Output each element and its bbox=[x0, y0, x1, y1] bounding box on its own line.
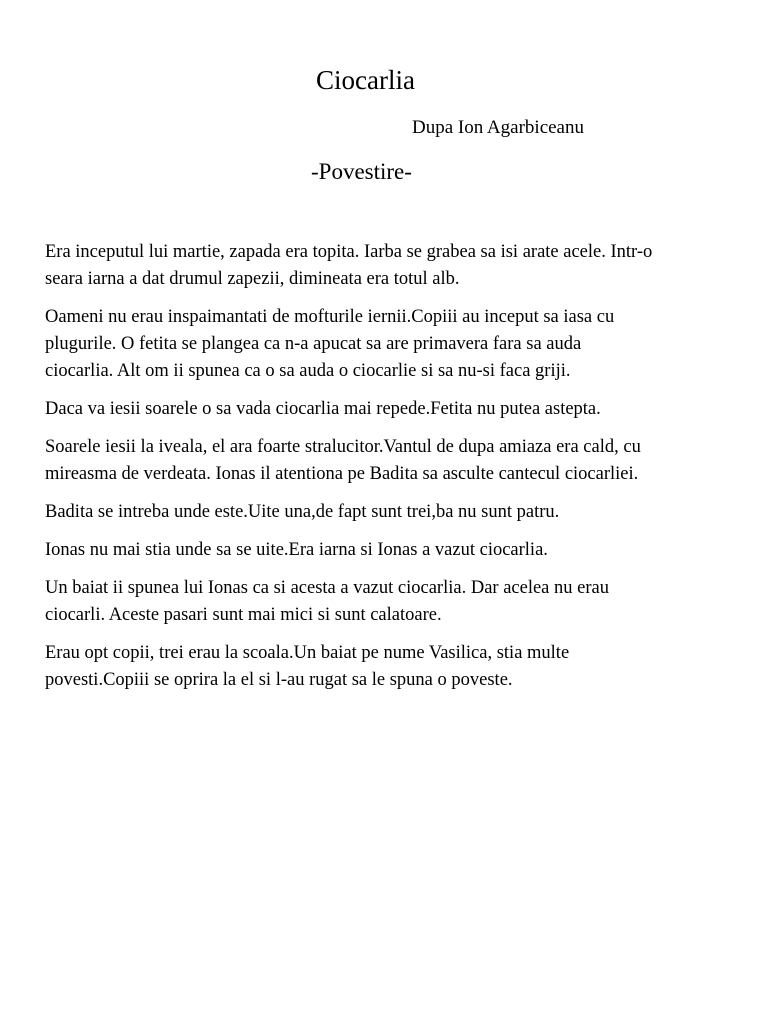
paragraph: Oameni nu erau inspaimantati de mofturile iernii.Copiii au inceput sa iasa cu plugurile. O fetita se plangea ca n-a apucat sa are primavera fara sa auda ciocarlia. Alt om ii spunea ca o sa auda o ciocarlie si sa nu-si faca griji. bbox=[45, 307, 615, 381]
paragraph: Soarele iesii la iveala, el ara foarte stralucitor.Vantul de dupa amiaza era cald, cu mireasma de verdeata. Ionas il atentiona pe Badita sa asculte cantecul ciocarliei. bbox=[45, 437, 641, 484]
paragraph: Erau opt copii, trei erau la scoala.Un baiat pe nume Vasilica, stia multe povesti.Copiii se oprira la el si l-au rugat sa le spuna o poveste. bbox=[45, 643, 570, 690]
paragraph: Daca va iesii soarele o sa vada ciocarlia mai repede.Fetita nu putea astepta. bbox=[45, 399, 601, 419]
paragraph: Ionas nu mai stia unde sa se uite.Era iarna si Ionas a vazut ciocarlia. bbox=[45, 540, 548, 560]
document-title: Ciocarlia bbox=[316, 65, 415, 95]
paragraph: Un baiat ii spunea lui Ionas ca si acesta a vazut ciocarlia. Dar acelea nu erau ciocarli. Aceste pasari sunt mai mici si sunt calatoare. bbox=[45, 578, 609, 625]
document-body bbox=[45, 239, 725, 705]
document-author: Dupa Ion Agarbiceanu bbox=[412, 117, 584, 138]
paragraph: Badita se intreba unde este.Uite una,de fapt sunt trei,ba nu sunt patru. bbox=[45, 502, 560, 522]
document-genre: -Povestire- bbox=[311, 159, 412, 184]
paragraph: Era inceputul lui martie, zapada era topita. Iarba se grabea sa isi arate acele. Intr-o seara iarna a dat drumul zapezii, dimineata era totul alb. bbox=[45, 242, 653, 289]
